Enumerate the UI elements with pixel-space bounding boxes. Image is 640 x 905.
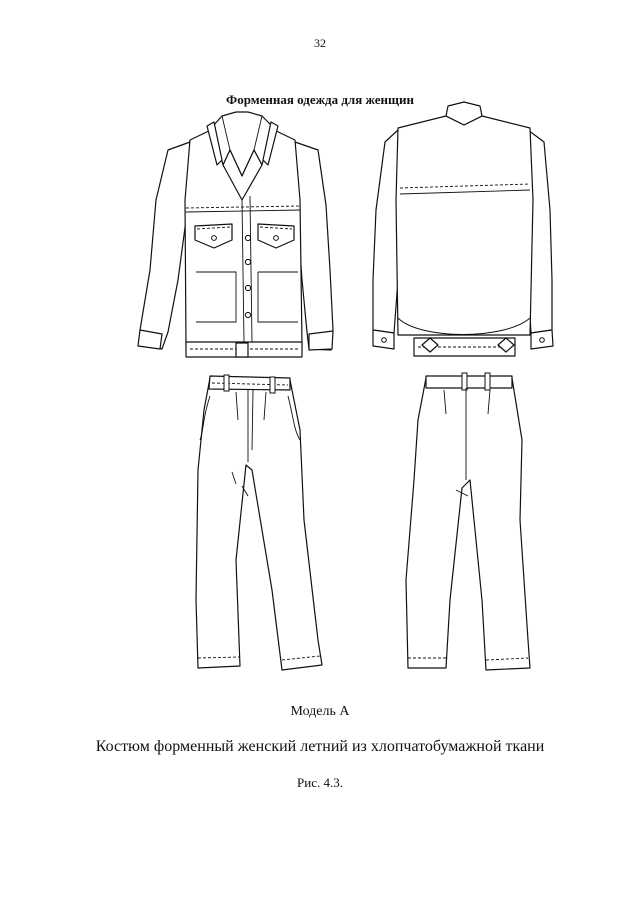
trousers-front <box>196 375 322 670</box>
page-number: 32 <box>314 36 326 50</box>
section-heading: Форменная одежда для женщин <box>226 92 414 107</box>
trousers-back <box>406 373 530 670</box>
model-label: Модель А <box>290 704 350 719</box>
figure-caption: Костюм форменный женский летний из хлопчатобумажной ткани <box>95 738 545 755</box>
jacket-front <box>138 112 333 357</box>
figure-number: Рис. 4.3. <box>297 775 343 790</box>
jacket-back <box>373 102 553 356</box>
